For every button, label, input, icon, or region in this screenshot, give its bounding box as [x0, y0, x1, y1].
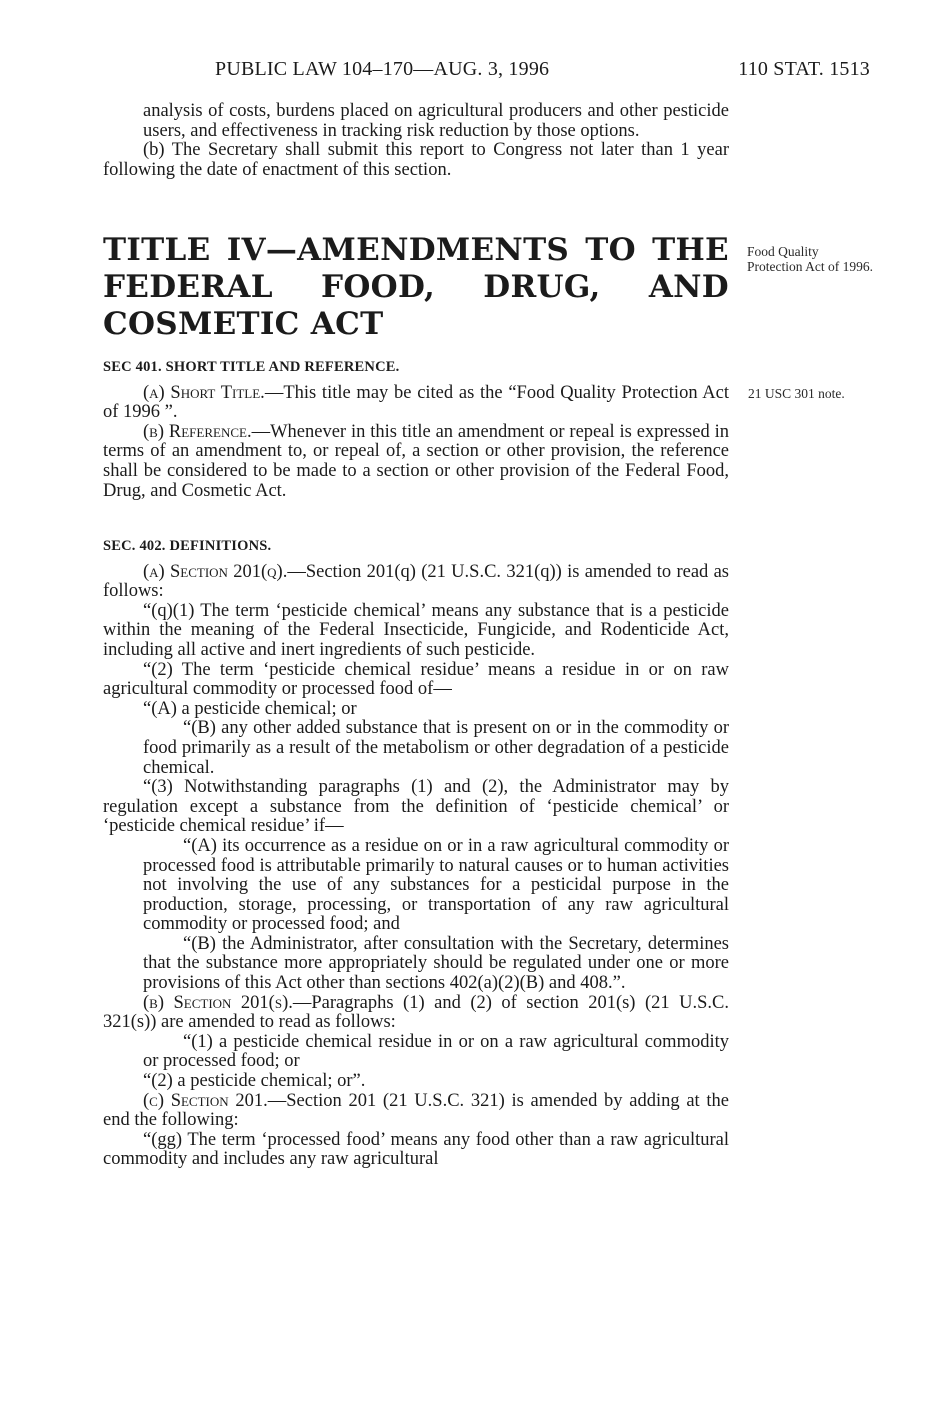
definition-q3: “(3) Notwithstanding paragraphs (1) and (2), the Administrator may by regulation except a substance from the definition of ‘pesticide chemical’ or ‘pesticide chemical residue’ if—: [103, 777, 729, 837]
section-401-b: [103, 423, 729, 501]
intro-text: [103, 102, 729, 180]
section-402-c: [103, 1092, 729, 1131]
title-heading: TITLE IV—AMENDMENTS TO THE FEDERAL FOOD, DRUG, AND COSMETIC ACT: [103, 232, 729, 342]
definition-gg: “(gg) The term ‘processed food’ means any food other than a raw agricultural commodity and includes any raw agricultural: [103, 1129, 729, 1170]
section-401-a-text: —This title may be cited as the “Food Quality Protection Act of 1996 ”.: [103, 382, 729, 423]
section-401-b-text: —Whenever in this title an amendment or repeal is expressed in terms of an amendment to, or repeal of, a section or other provision, the reference shall be considered to be made to a section or other provision of the Federal Food, Drug, and Cosmetic Act.: [103, 421, 729, 501]
section-402-a-text: —Section 201(q) (21 U.S.C. 321(q)) is amended to read as follows:: [103, 561, 729, 602]
section-402-b-label: (b) Section 201(s).: [143, 992, 293, 1013]
definition-q2-a: “(A) a pesticide chemical; or: [143, 698, 357, 719]
section-401-b-label: (b) Reference.: [143, 421, 252, 442]
definition-q2-b: “(B) any other added substance that is present on or in the commodity or food primarily as a result of the metabolism or other degradation of a pesticide chemical.: [143, 718, 729, 778]
section-402: [103, 537, 729, 1170]
section-402-c-label: (c) Section 201.: [143, 1090, 268, 1111]
section-401: [103, 358, 729, 501]
margin-note-usc: 21 USC 301 note.: [748, 386, 845, 401]
header-law-citation: PUBLIC LAW 104–170—AUG. 3, 1996: [215, 58, 550, 80]
definition-s1: “(1) a pesticide chemical residue in or on a raw agricultural commodity or processed food; or: [143, 1031, 729, 1072]
definition-s2: “(2) a pesticide chemical; or”.: [143, 1071, 366, 1092]
section-402-a: [103, 563, 729, 602]
section-401-heading: SEC 401. SHORT TITLE AND REFERENCE.: [103, 359, 400, 375]
section-402-b-text: —Paragraphs (1) and (2) of section 201(s) (21 U.S.C. 321(s)) are amended to read as follows:: [103, 992, 729, 1033]
section-401-a: [103, 384, 729, 423]
section-402-c-text: —Section 201 (21 U.S.C. 321) is amended by adding at the end the following:: [103, 1090, 729, 1131]
definition-q3-b: “(B) the Administrator, after consultation with the Secretary, determines that the substance more appropriately should be regulated under one or more provisions of this Act other than sections 402(a)(2)(B) and 408.”.: [143, 933, 729, 994]
intro-paragraph-continuation: analysis of costs, burdens placed on agricultural producers and other pesticide users, and effectiveness in tracking risk reduction by those options.: [143, 101, 729, 141]
section-401-a-label: (a) Short Title.: [143, 382, 265, 403]
definition-q2: “(2) The term ‘pesticide chemical residue’ means a residue in or on raw agricultural commodity or processed food of—: [103, 659, 729, 700]
margin-note-act-name: Food Quality Protection Act of 1996.: [747, 244, 873, 274]
header-statute-page: 110 STAT. 1513: [738, 58, 870, 80]
definition-q3-a: “(A) its occurrence as a residue on or in a raw agricultural commodity or processed food is attributable primarily to natural causes or to human activities not involving the use of any substances for a pesticidal purpose in the production, storage, processing, or transportation of any raw agricultural commodity or processed food; and: [143, 835, 729, 935]
section-402-b: [103, 994, 729, 1033]
running-header: [215, 58, 870, 88]
section-402-a-label: (a) Section 201(q).: [143, 561, 288, 582]
intro-paragraph-b: (b) The Secretary shall submit this report to Congress not later than 1 year following the date of enactment of this section.: [103, 140, 729, 180]
definition-q1: “(q)(1) The term ‘pesticide chemical’ means any substance that is a pesticide within the meaning of the Federal Insecticide, Fungicide, and Rodenticide Act, including all active and inert ingredients of such pesticide.: [103, 600, 729, 660]
section-402-heading: SEC. 402. DEFINITIONS.: [103, 538, 272, 554]
